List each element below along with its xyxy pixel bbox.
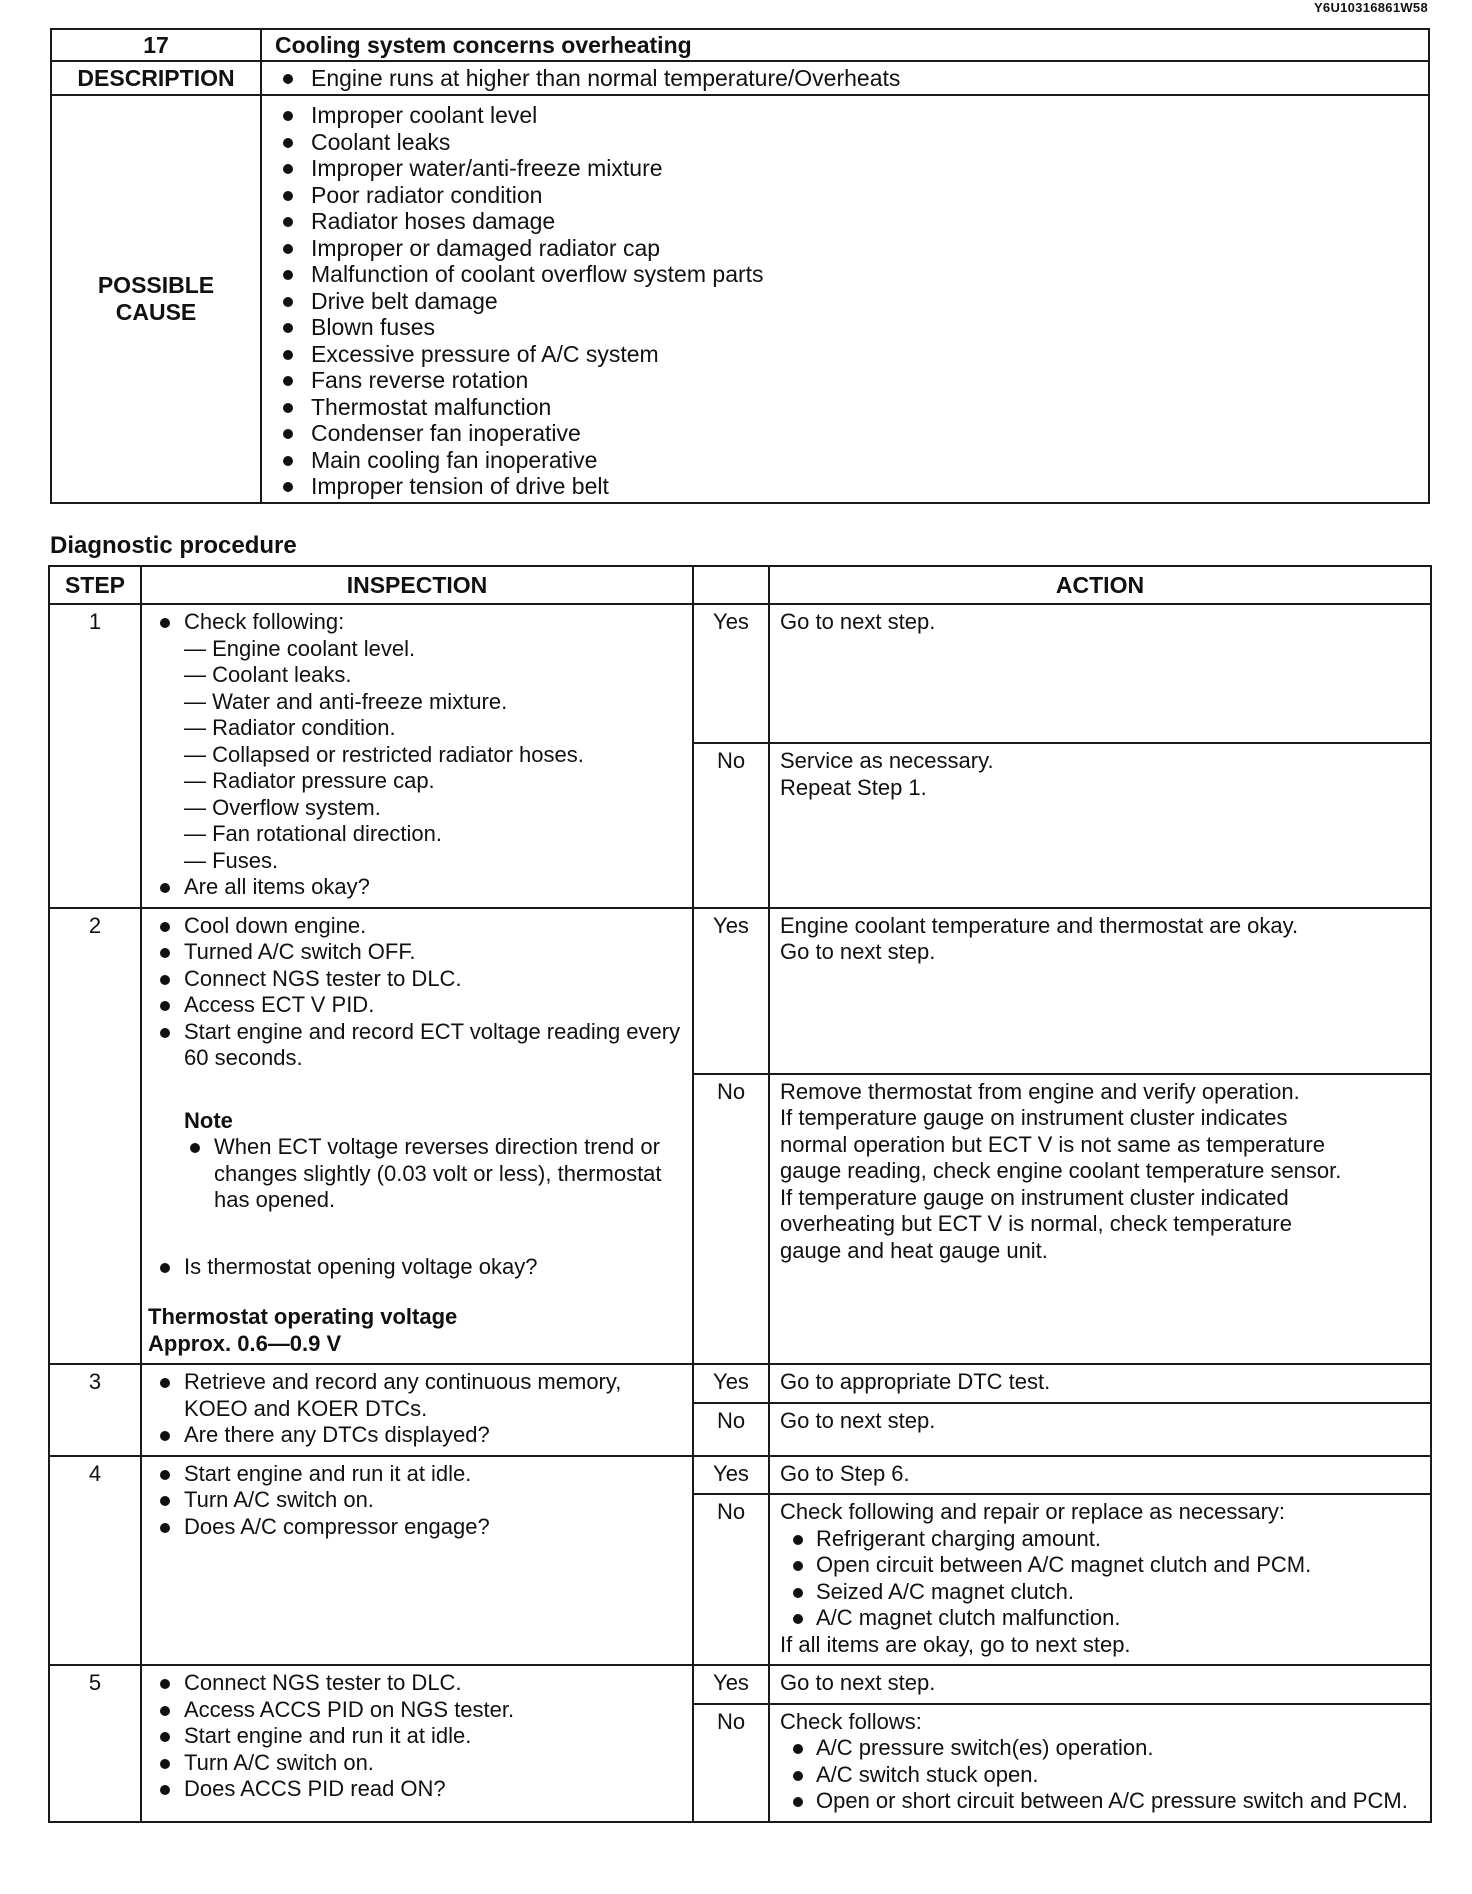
step-3-inspection: [141, 1364, 693, 1456]
step-number: 4: [49, 1456, 141, 1666]
yes-label: Yes: [693, 1456, 769, 1495]
no-action-intro: Check follows:: [780, 1708, 922, 1734]
cause-item: Malfunction of coolant overflow system parts: [262, 261, 1428, 288]
check-subitem: — Overflow system.: [184, 794, 381, 820]
no-action-item: Open or short circuit between A/C pressure switch and PCM.: [780, 1788, 1416, 1815]
check-label: Check following:: [184, 609, 345, 634]
yes-action: Go to Step 6.: [769, 1456, 1431, 1495]
no-action-line: normal operation but ECT V is not same as temperature: [780, 1131, 1325, 1157]
no-action-line: gauge reading, check engine coolant temperature sensor.: [780, 1158, 1342, 1183]
inspection-item: Start engine and record ECT voltage reading every 60 seconds.: [148, 1019, 684, 1072]
cause-item: Main cooling fan inoperative: [262, 447, 1428, 474]
cause-item: Coolant leaks: [262, 129, 1428, 156]
inspection-item: Cool down engine.: [148, 913, 684, 940]
inspection-item: Access ECT V PID.: [148, 992, 684, 1019]
column-header-action: ACTION: [769, 566, 1431, 604]
inspection-question: Is thermostat opening voltage okay?: [148, 1254, 684, 1281]
step-2-inspection: [141, 908, 693, 1365]
no-action-item: Open circuit between A/C magnet clutch and PCM.: [780, 1552, 1416, 1579]
step-4-inspection: [141, 1456, 693, 1666]
no-action-item: Seized A/C magnet clutch.: [780, 1579, 1416, 1606]
no-action-intro: Check following and repair or replace as necessary:: [780, 1499, 1286, 1524]
spec-value: Approx. 0.6—0.9 V: [148, 1330, 342, 1356]
step-5-inspection: [141, 1665, 693, 1822]
yes-action: Go to next step.: [769, 1665, 1431, 1704]
cause-item: Improper coolant level: [262, 102, 1428, 129]
inspection-item: Retrieve and record any continuous memory, KOEO and KOER DTCs.: [148, 1369, 684, 1422]
no-action: [769, 743, 1431, 908]
no-action-line: Service as necessary.: [780, 748, 994, 773]
column-header-inspection: INSPECTION: [141, 566, 693, 604]
no-action-outro: If all items are okay, go to next step.: [780, 1631, 1131, 1657]
no-action-item: A/C pressure switch(es) operation.: [780, 1735, 1416, 1762]
inspection-item: Access ACCS PID on NGS tester.: [148, 1697, 684, 1724]
no-action: [769, 1704, 1431, 1822]
possible-cause-label-line1: POSSIBLE: [97, 272, 215, 299]
check-subitem: — Engine coolant level.: [184, 635, 416, 661]
no-action-line: overheating but ECT V is normal, check temperature: [780, 1211, 1292, 1236]
inspection-item: Turn A/C switch on.: [148, 1487, 684, 1514]
column-header-step: STEP: [49, 566, 141, 604]
cause-item: Thermostat malfunction: [262, 394, 1428, 421]
description-text: Engine runs at higher than normal temperature/Overheats: [262, 65, 1428, 92]
check-subitem: — Coolant leaks.: [184, 662, 352, 687]
no-label: No: [693, 1494, 769, 1665]
no-action-item: A/C magnet clutch malfunction.: [780, 1605, 1416, 1632]
possible-cause-list: [262, 102, 1428, 500]
yes-action: [769, 908, 1431, 1074]
no-action: Go to next step.: [769, 1403, 1431, 1456]
note-label: Note: [184, 1107, 233, 1133]
yes-label: Yes: [693, 604, 769, 743]
check-subitem: — Radiator condition.: [184, 715, 396, 740]
yes-label: Yes: [693, 908, 769, 1074]
inspection-question: Are there any DTCs displayed?: [148, 1422, 684, 1449]
diagnostic-table: [48, 565, 1432, 1823]
no-label: No: [693, 743, 769, 908]
no-action-item: Refrigerant charging amount.: [780, 1526, 1416, 1553]
header-table: [50, 28, 1430, 504]
check-subitem: — Radiator pressure cap.: [184, 768, 435, 793]
no-action-line: gauge and heat gauge unit.: [780, 1237, 1048, 1263]
no-action: [769, 1074, 1431, 1365]
inspection-question: Does A/C compressor engage?: [148, 1514, 684, 1541]
check-subitem: — Fuses.: [184, 847, 279, 873]
cause-item: Radiator hoses damage: [262, 208, 1428, 235]
cause-item: Blown fuses: [262, 314, 1428, 341]
no-action-line: If temperature gauge on instrument cluster indicates: [780, 1105, 1288, 1130]
inspection-item: Connect NGS tester to DLC.: [148, 966, 684, 993]
yes-action: Go to next step.: [769, 604, 1431, 743]
no-action-line: Remove thermostat from engine and verify operation.: [780, 1078, 1300, 1104]
step-number: 3: [49, 1364, 141, 1456]
step-number: 5: [49, 1665, 141, 1822]
no-label: No: [693, 1704, 769, 1822]
step-number: 1: [49, 604, 141, 908]
step-1-inspection: [141, 604, 693, 908]
possible-cause-label-line2: CAUSE: [115, 298, 197, 325]
inspection-question: Are all items okay?: [148, 874, 684, 901]
no-action: [769, 1494, 1431, 1665]
cause-item: Improper tension of drive belt: [262, 473, 1428, 500]
yes-label: Yes: [693, 1364, 769, 1403]
no-label: No: [693, 1403, 769, 1456]
inspection-item: Start engine and run it at idle.: [148, 1461, 684, 1488]
yes-action: Go to appropriate DTC test.: [769, 1364, 1431, 1403]
troubleshooting-title: Cooling system concerns overheating: [261, 29, 1429, 61]
no-action-line: If temperature gauge on instrument cluster indicated: [780, 1184, 1289, 1210]
description-cell: [261, 61, 1429, 95]
check-subitem: — Water and anti-freeze mixture.: [184, 688, 508, 714]
step-number: 2: [49, 908, 141, 1365]
possible-cause-list-cell: [261, 95, 1429, 503]
column-header-inspection-yesno: [693, 566, 769, 604]
cause-item: Fans reverse rotation: [262, 367, 1428, 394]
inspection-item: Turned A/C switch OFF.: [148, 939, 684, 966]
yes-action-line: Engine coolant temperature and thermostat are okay.: [780, 912, 1299, 938]
inspection-item: Turn A/C switch on.: [148, 1750, 684, 1777]
cause-item: Drive belt damage: [262, 288, 1428, 315]
inspection-item: Connect NGS tester to DLC.: [148, 1670, 684, 1697]
no-label: No: [693, 1074, 769, 1365]
document-id: Y6U10316861W58: [1313, 0, 1428, 15]
check-subitem: — Collapsed or restricted radiator hoses.: [184, 741, 584, 767]
section-title: Diagnostic procedure: [50, 532, 297, 559]
description-label: DESCRIPTION: [51, 61, 261, 95]
yes-action-line: Go to next step.: [780, 939, 936, 964]
no-action-line: Repeat Step 1.: [780, 774, 927, 800]
check-subitem: — Fan rotational direction.: [184, 821, 443, 846]
yes-label: Yes: [693, 1665, 769, 1704]
inspection-item: Start engine and run it at idle.: [148, 1723, 684, 1750]
spec-label: Thermostat operating voltage: [148, 1304, 458, 1329]
inspection-question: Does ACCS PID read ON?: [148, 1776, 684, 1803]
troubleshooting-number: 17: [51, 29, 261, 61]
inspection-item: [148, 609, 684, 874]
note-text: When ECT voltage reverses direction trend or changes slightly (0.03 volt or less), thermostat has opened.: [184, 1134, 684, 1214]
no-action-item: A/C switch stuck open.: [780, 1762, 1416, 1789]
possible-cause-label: [51, 95, 261, 503]
cause-item: Excessive pressure of A/C system: [262, 341, 1428, 368]
cause-item: Condenser fan inoperative: [262, 420, 1428, 447]
cause-item: Improper or damaged radiator cap: [262, 235, 1428, 262]
cause-item: Improper water/anti-freeze mixture: [262, 155, 1428, 182]
cause-item: Poor radiator condition: [262, 182, 1428, 209]
